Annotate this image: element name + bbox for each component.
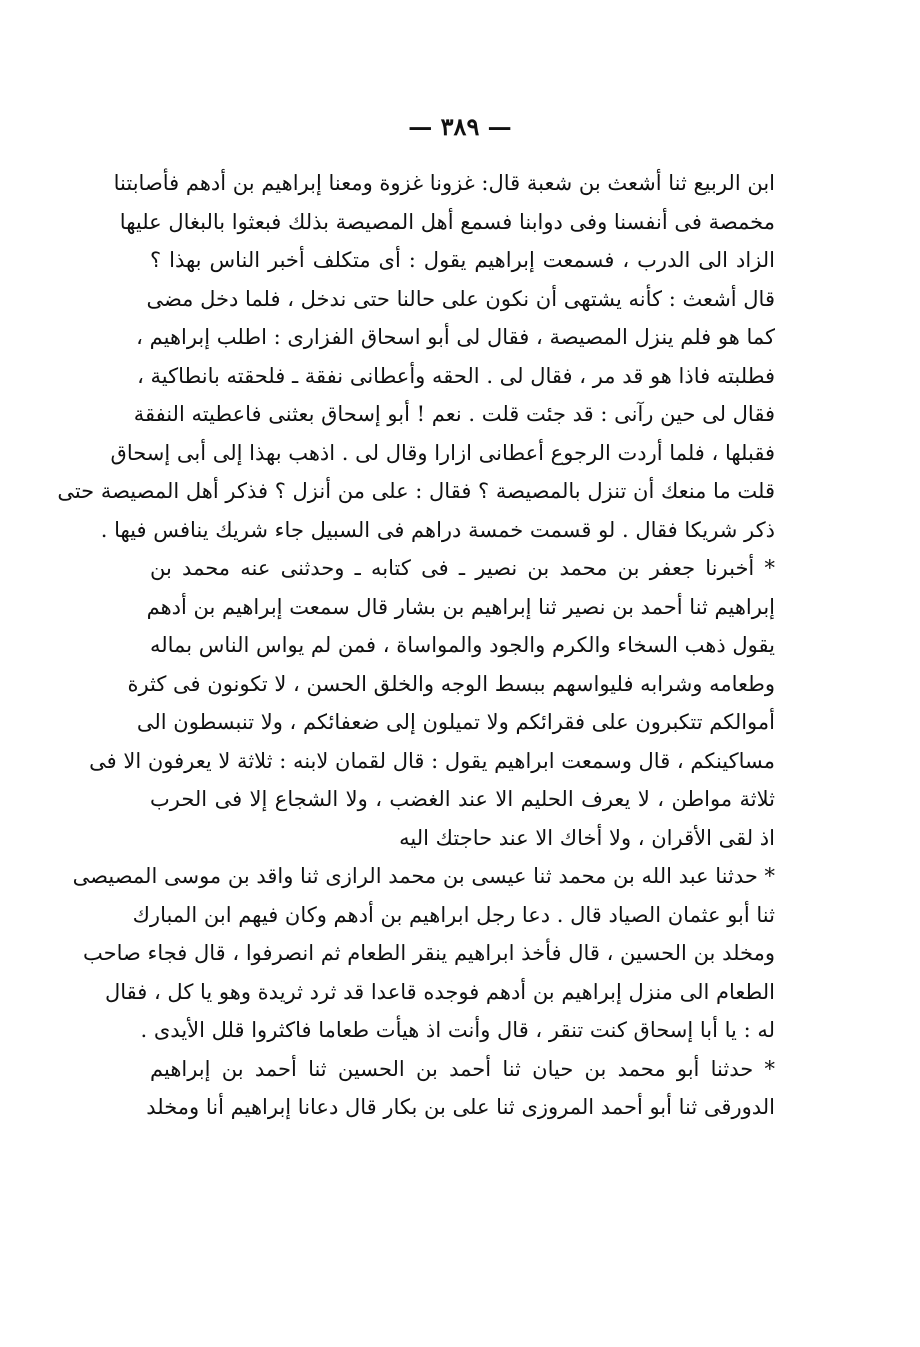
text-line: ثنا أبو عثمان الصياد قال . دعا رجل ابراهيم بن أدهم وكان فيهم ابن المبارك — [132, 902, 775, 927]
text-line: الطعام الى منزل إبراهيم بن أدهم فوجده قاعدا قد ثرد ثريدة وهو يا كل ، فقال — [104, 979, 775, 1004]
text-line: ابن الربيع ثنا أشعث بن شعبة قال: غزونا غزوة ومعنا إبراهيم بن أدهم فأصابتنا — [113, 171, 775, 195]
text-line: ذكر شريكا فقال . لو قسمت خمسة دراهم فى السبيل جاء شريك ينافس فيها . — [100, 517, 775, 542]
text-line: وطعامه وشرابه فليواسهم ببسط الوجه والخلق الحسن ، لا تكونون فى كثرة — [127, 671, 775, 696]
text-line: ثلاثة مواطن ، لا يعرف الحليم الا عند الغضب ، ولا الشجاع إلا فى الحرب — [150, 787, 775, 811]
text-line: قلت ما منعك أن تنزل بالمصيصة ؟ فقال : على من أنزل ؟ فذكر أهل المصيصة حتى — [57, 479, 775, 503]
text-line: ومخلد بن الحسين ، قال فأخذ ابراهيم ينقر الطعام ثم انصرفوا ، قال فجاء صاحب — [82, 941, 775, 965]
text-line: فقال لى حين رآنى : قد جئت قلت . نعم ! أبو إسحاق بعثنى فاعطيته النفقة — [133, 402, 775, 426]
text-line: يقول ذهب السخاء والكرم والجود والمواساة ، فمن لم يواس الناس بماله — [150, 633, 775, 657]
text-line: كما هو فلم ينزل المصيصة ، فقال لى أبو اسحاق الفزارى : اطلب إبراهيم ، — [136, 325, 775, 349]
text-line: اذ لقى الأقران ، ولا أخاك الا عند حاجتك اليه — [399, 825, 775, 850]
text-line: مخمصة فى أنفسنا وفى دوابنا فسمع أهل المصيصة بذلك فبعثوا بالبغال عليها — [119, 209, 775, 234]
text-line: إبراهيم ثنا أحمد بن نصير ثنا إبراهيم بن بشار قال سمعت إبراهيم بن أدهم — [146, 594, 775, 619]
text-line: الدورقى ثنا أبو أحمد المروزى ثنا على بن بكار قال دعانا إبراهيم أنا ومخلد — [146, 1095, 775, 1119]
text-line: مساكينكم ، قال وسمعت ابراهيم يقول : قال لقمان لابنه : ثلاثة لا يعرفون الا فى — [89, 748, 775, 773]
text-line: له : يا أبا إسحاق كنت تنقر ، قال وأنت اذ هيأت طعاما فاكثروا قلل الأيدى . — [140, 1018, 775, 1042]
text-line: أموالكم تتكبرون على فقرائكم ولا تميلون إلى ضعفائكم ، ولا تنبسطون الى — [136, 710, 775, 734]
page-number: — ٣٨٩ — — [408, 112, 512, 141]
text-line: فقبلها ، فلما أردت الرجوع أعطانى ازارا وقال لى . اذهب بهذا إلى أبى إسحاق — [110, 440, 775, 465]
book-text — [57, 164, 775, 1127]
text-line: * حدثنا أبو محمد بن حيان ثنا أحمد بن الحسين ثنا أحمد بن إبراهيم — [150, 1056, 775, 1081]
text-line: * أخبرنا جعفر بن محمد بن نصير ـ فى كتابه ـ وحدثنى عنه محمد بن — [150, 556, 775, 580]
text-line: قال أشعث : كأنه يشتهى أن نكون على حالنا حتى ندخل ، فلما دخل مضى — [146, 286, 775, 311]
text-line: الزاد الى الدرب ، فسمعت إبراهيم يقول : أى متكلف أخبر الناس بهذا ؟ — [150, 248, 775, 272]
text-line: فطلبته فاذا هو قد مر ، فقال لى . الحقه وأعطانى نفقة ـ فلحقته بانطاكية ، — [137, 363, 775, 388]
text-line: * حدثنا عبد الله بن محمد ثنا عيسى بن محمد الرازى ثنا واقد بن موسى المصيصى — [72, 864, 775, 888]
